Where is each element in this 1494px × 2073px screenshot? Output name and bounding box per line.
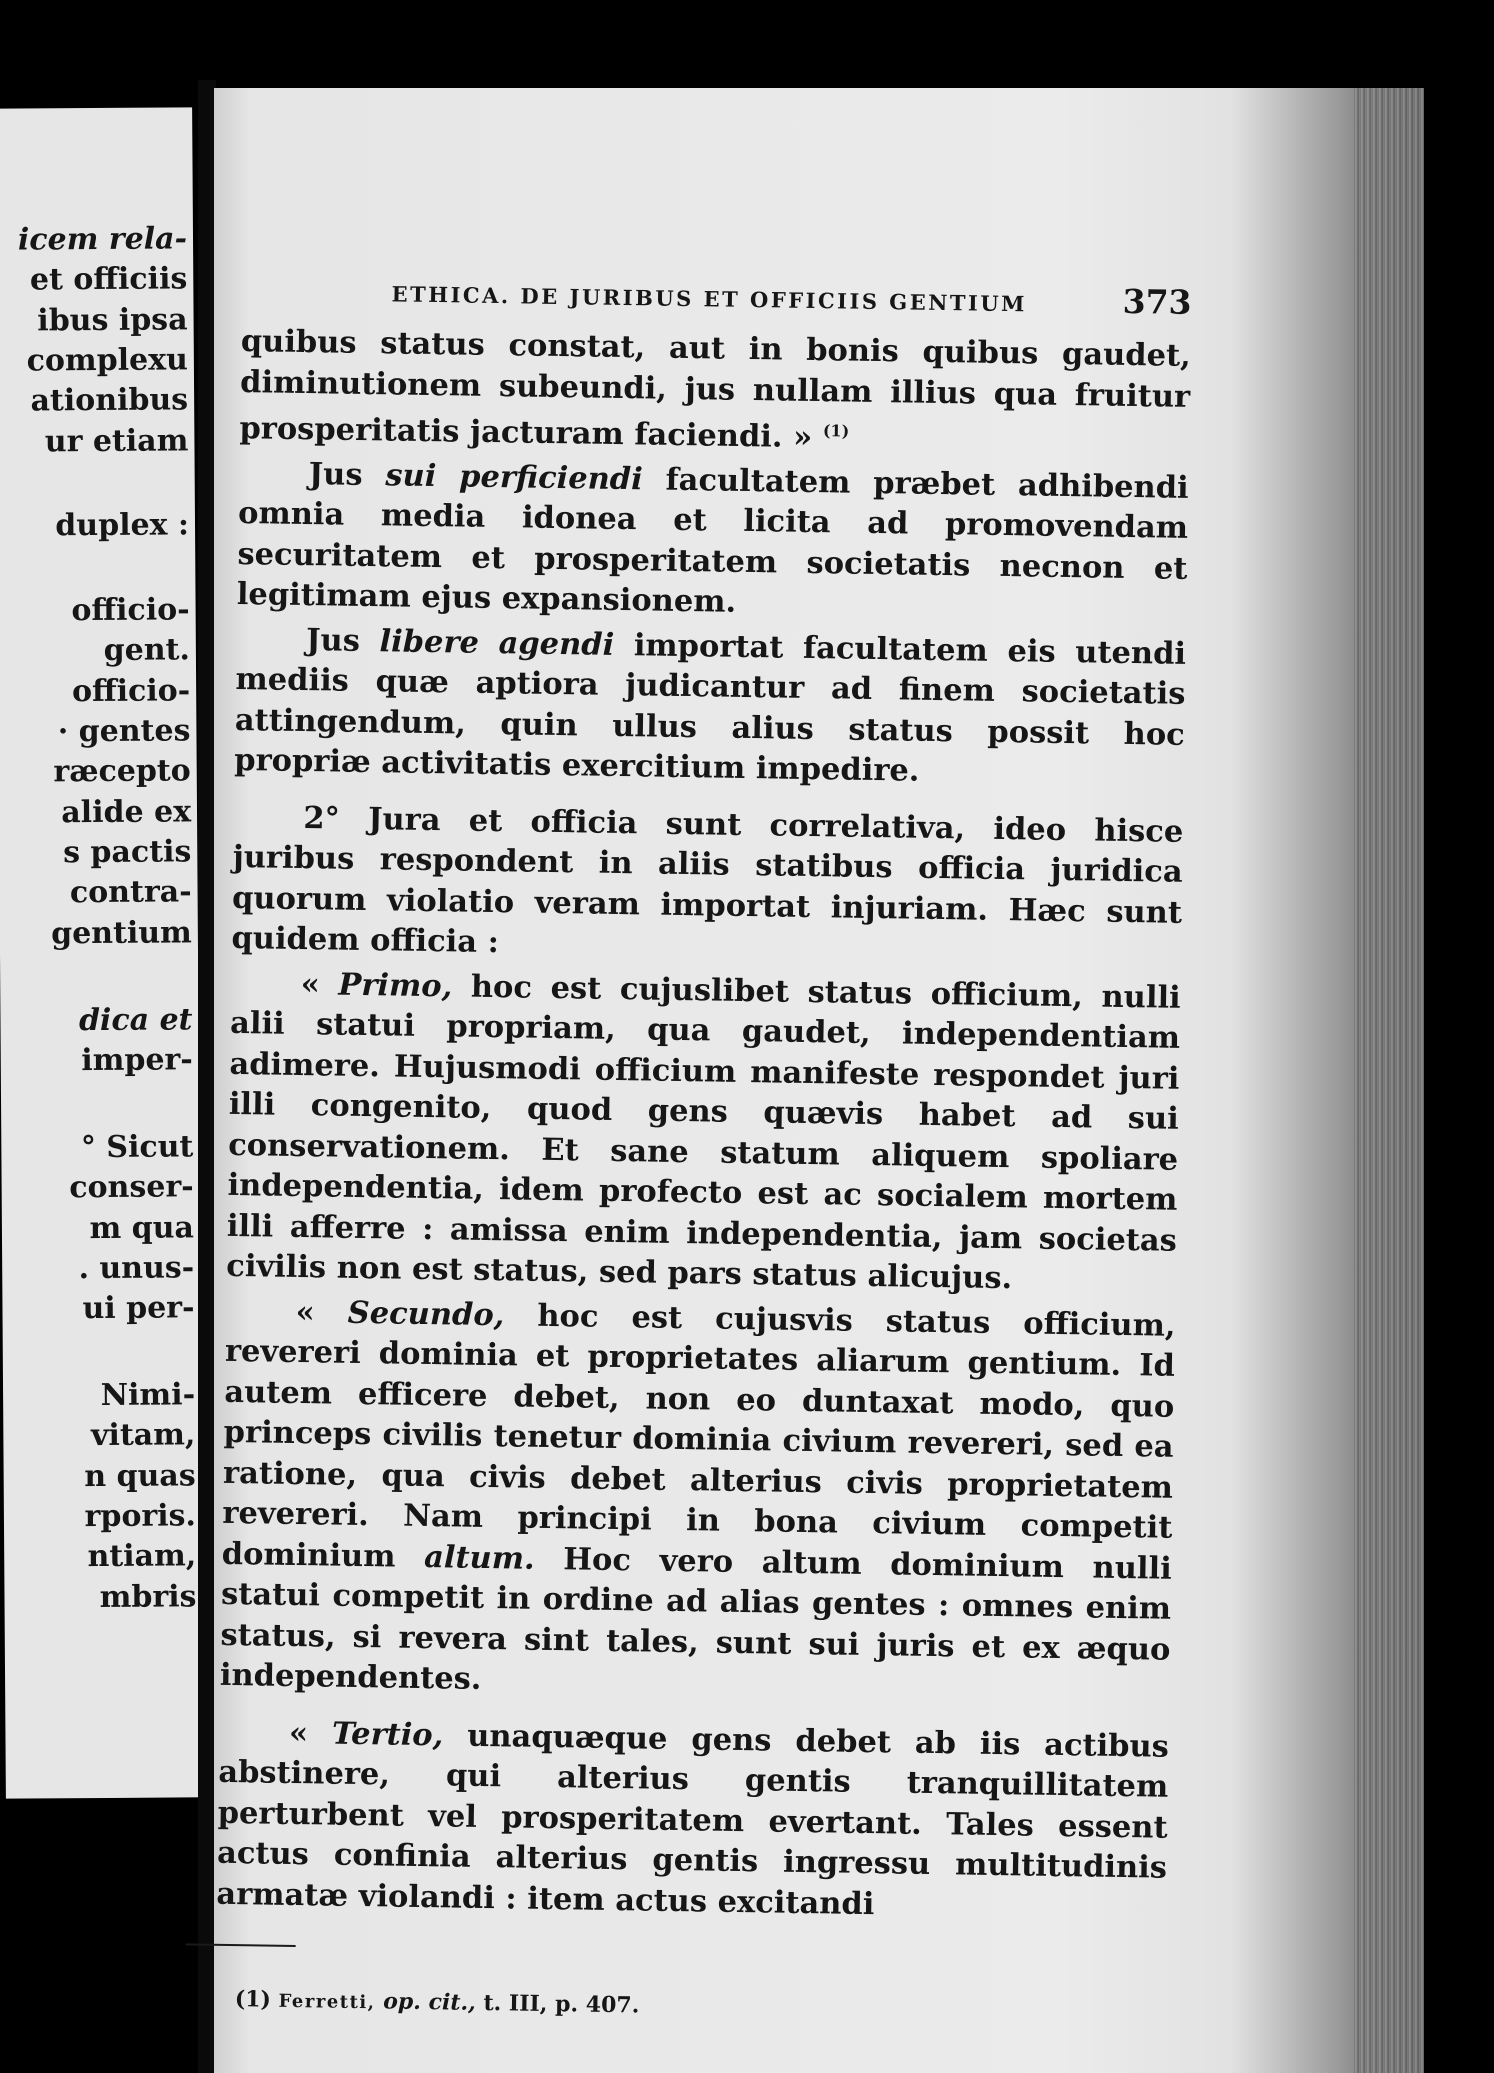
left-page-fragment: icem rela- xyxy=(17,221,188,258)
left-page-fragment: complexu xyxy=(26,342,188,379)
left-page-fragment: ræcepto xyxy=(53,753,191,790)
paragraph-5: « Primo, hoc est cujuslibet status officium, nulli alii statui propriam, qua gaudet, independentiam adimere. Hujusmodi officium manifeste respondet juri illi congenito, quod gens quævis habet ad sui conservationem. Et sane statum aliquem spoliare independentia, idem profecto est ac socialem mortem illi afferre : amissa enim independentia, jam societas civilis non est status, sed pars status alicujus. xyxy=(226,965,1181,1297)
left-page-fragment: gentium xyxy=(51,915,192,952)
left-page-fragment: n quas xyxy=(84,1458,196,1495)
left-page-fragment: ° Sicut xyxy=(80,1129,194,1166)
left-page-fragment: et officiis xyxy=(29,261,188,298)
left-page-fragment: Nimi- xyxy=(100,1377,196,1413)
left-page-fragment: ationibus xyxy=(30,382,189,419)
running-head-title: ETHICA. DE JURIBUS ET OFFICIIS GENTIUM xyxy=(391,281,1028,317)
left-page-fragment: m qua xyxy=(89,1210,195,1247)
left-page-fragment: rporis. xyxy=(84,1498,197,1535)
left-page-fragment: dica et xyxy=(78,1002,193,1039)
left-page-fragment: duplex : xyxy=(55,507,190,544)
left-page xyxy=(0,107,204,1798)
left-page-fragment: alide ex xyxy=(61,794,192,831)
left-page-fragment: vitam, xyxy=(90,1417,196,1454)
paragraph-7: « Tertio, unaquæque gens debet ab iis actibus abstinere, qui alterius gentis tranquillitatem perturbent vel prosperitatem evertant. Tales essent actus confinia alterius gentis ingressu multitudinis armatæ violandi : item actus excitandi xyxy=(216,1714,1170,1922)
left-page-fragment: . unus- xyxy=(78,1250,195,1287)
left-page-fragment: imper- xyxy=(81,1042,193,1079)
page-number: 373 xyxy=(1122,281,1192,322)
footnote: (1) Ferretti, op. cit., t. III, p. 407. xyxy=(234,1986,640,2019)
paragraph-2: Jus sui perficiendi facultatem præbet adhibendi omnia media idonea et licita ad promovendam securitatem et prosperitatem societatis necnon et legitimam ejus expansionem. xyxy=(236,455,1189,620)
left-page-fragment: officio- xyxy=(71,673,191,710)
page-content xyxy=(215,268,1192,2027)
left-page-fragment: s pactis xyxy=(63,834,192,871)
left-page-fragment: ur etiam xyxy=(44,423,189,460)
paragraph-1: quibus status constat, aut in bonis quibus gaudet, diminutionem subeundi, jus nullam illius qua fruitur prosperitatis jacturam faciendi. » $^{(1)}$ xyxy=(239,322,1192,456)
paragraph-6: « Secundo, hoc est cujusvis status officium, revereri dominia et proprietates aliarum gentium. Id autem efficere debet, non eo duntaxat modo, quo princeps civilis tenetur dominia civium revereri, sed ea ratione, qua civis debet alterius civis proprietatem revereri. Nam principi in bona civium competit dominium altum. Hoc vero altum dominium nulli statui competit in ordine ad alias gentes : omnes enim status, si revera sint tales, sunt sui juris et ex æquo independentes. xyxy=(219,1293,1176,1698)
footnote-reference: (1) xyxy=(822,421,850,441)
page-edge-shadow xyxy=(1354,88,1424,2073)
paragraph-4: 2° Jura et officia sunt correlativa, ideo hisce juribus respondent in aliis statibus officia juridica quorum violatio veram importat injuriam. Hæc sunt quidem officia : xyxy=(231,799,1184,961)
left-page-fragment: conser- xyxy=(69,1169,194,1206)
left-page-fragment: ntiam, xyxy=(87,1538,197,1575)
left-page-fragment: contra- xyxy=(69,874,192,911)
footnote-author: Ferretti, xyxy=(278,1990,376,2014)
left-page-fragment: · gentes xyxy=(57,713,191,750)
left-page-fragment: mbris xyxy=(99,1579,197,1616)
left-page-fragment: gent. xyxy=(103,632,191,668)
paragraph-3: Jus libere agendi importat facultatem eis utendi mediis quæ aptiora judicantur ad finem societatis attingendum, quin ullus alius status possit hoc propriæ activitatis exercitium impedire. xyxy=(233,621,1187,789)
left-page-fragment: ui per- xyxy=(82,1290,195,1327)
left-page-fragment: ibus ipsa xyxy=(37,302,188,339)
left-page-fragment: officio- xyxy=(71,592,190,629)
